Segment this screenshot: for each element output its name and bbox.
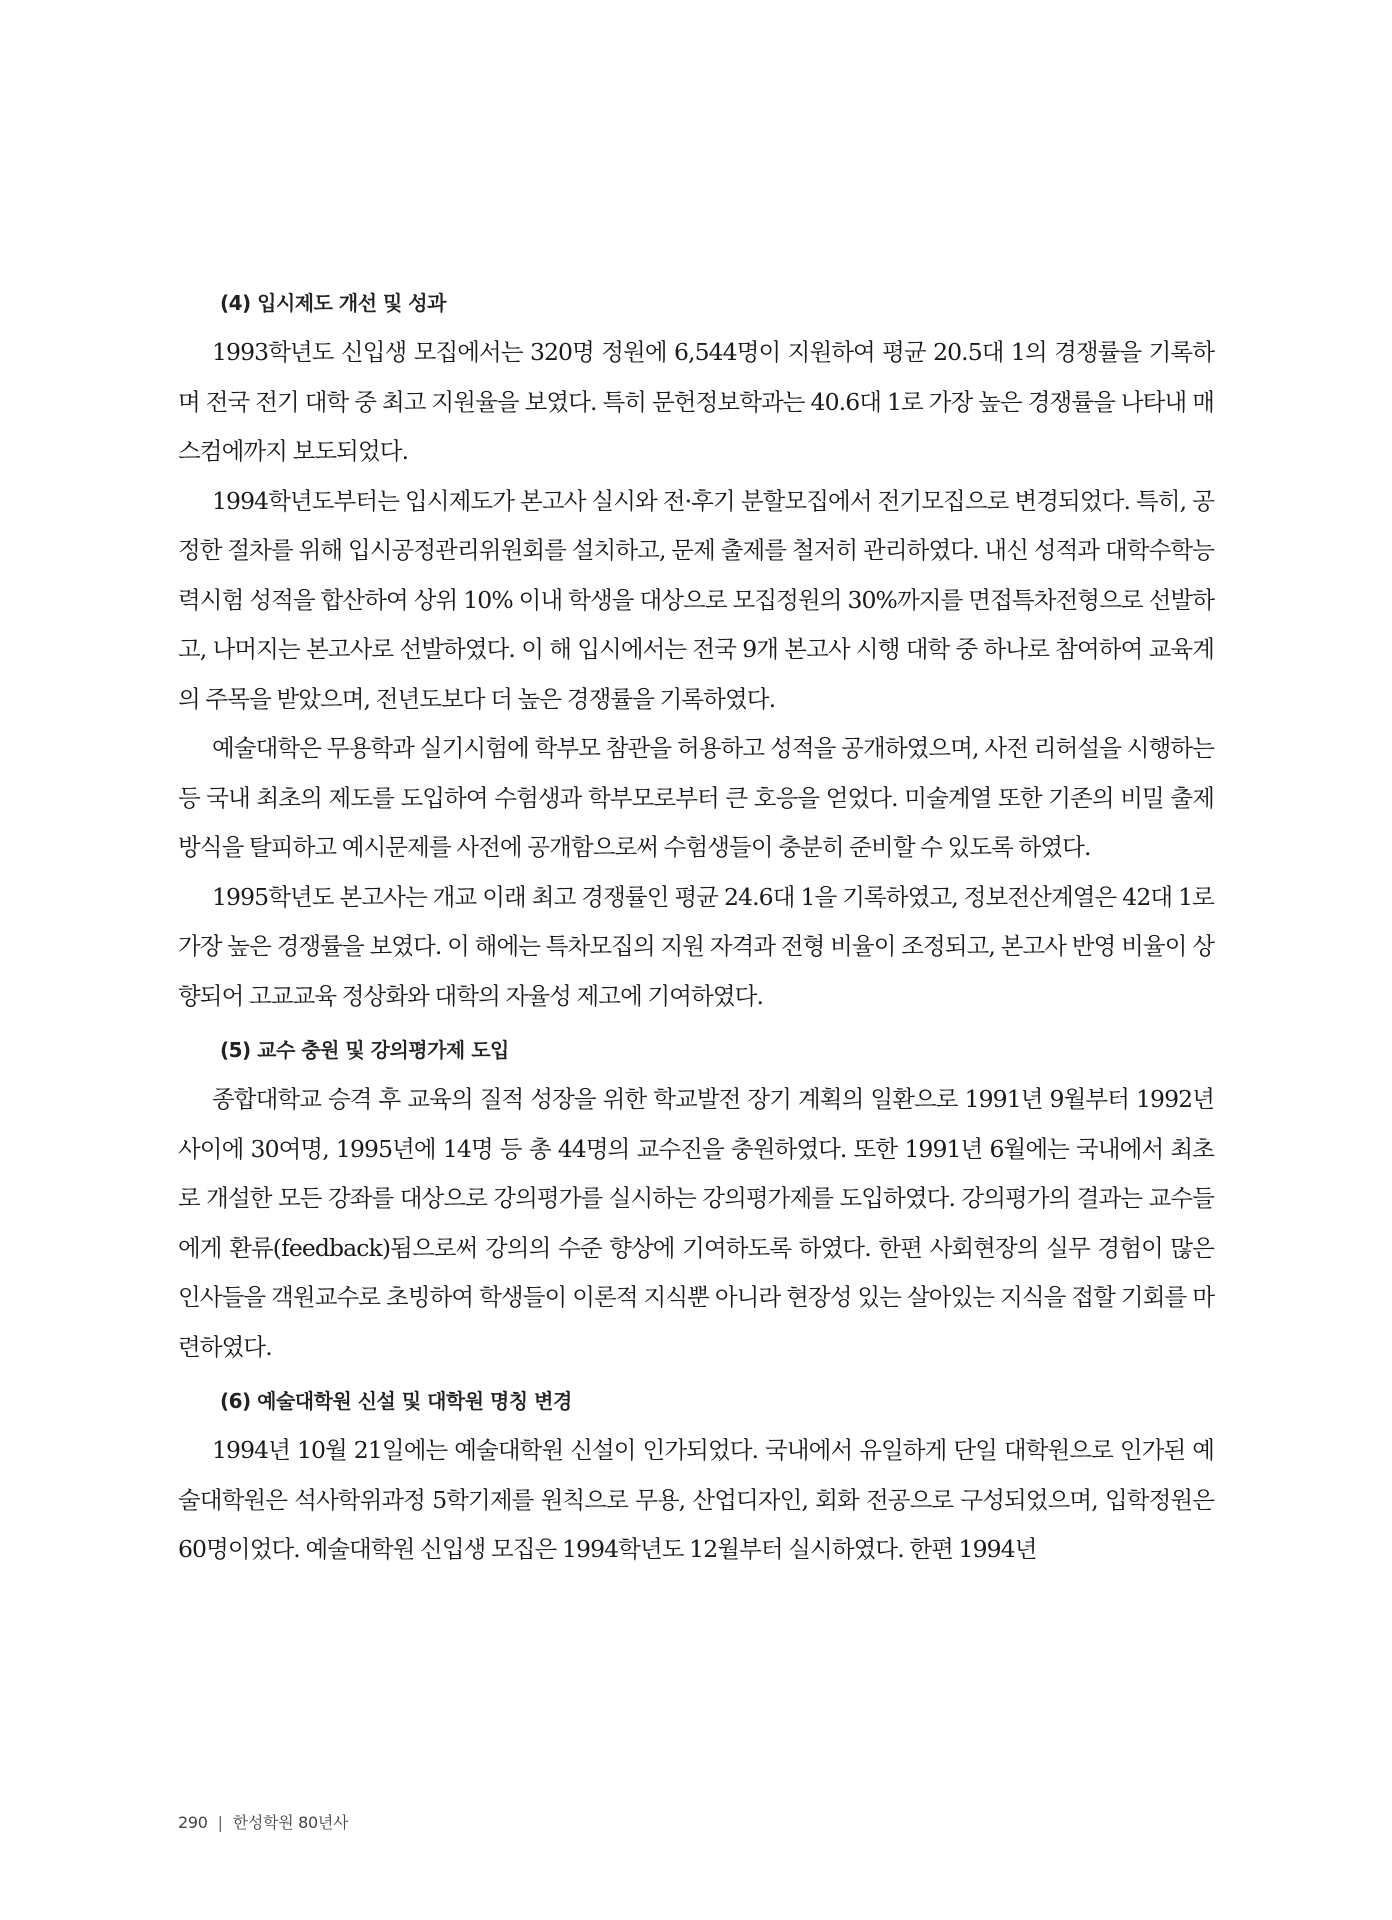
paragraph: 1993학년도 신입생 모집에서는 320명 정원에 6,544명이 지원하여 평균 20.5대 1의 경쟁률을 기록하며 전국 전기 대학 중 최고 지원율을 보였다. 특히 문헌정보학과는 40.6대 1로 가장 높은 경쟁률을 나타내 매스컴에까지 보도되었다. [178, 338, 1214, 465]
section-heading: (6) 예술대학원 신설 및 대학원 명칭 변경 [220, 1389, 572, 1413]
paragraph: 1994학년도부터는 입시제도가 본고사 실시와 전·후기 분할모집에서 전기모집으로 변경되었다. 특히, 공정한 절차를 위해 입시공정관리위원회를 설치하고, 문제 출제를 철저히 관리하였다. 내신 성적과 대학수학능력시험 성적을 합산하여 상위 10% 이내 학생을 대상으로 모집정원의 30%까지를 면접특차전형으로 선발하고, 나머지는 본고사로 선발하였다. 이 해 입시에서는 전국 9개 본고사 시행 대학 중 하나로 참여하여 교육계의 주목을 받았으며, 전년도보다 더 높은 경쟁률을 기록하였다. [178, 486, 1214, 713]
footer-separator: | [217, 1813, 223, 1832]
page-number: 290 [178, 1813, 208, 1832]
page-footer [178, 1810, 348, 1833]
paragraph: 종합대학교 승격 후 교육의 질적 성장을 위한 학교발전 장기 계획의 일환으로 1991년 9월부터 1992년 사이에 30여명, 1995년에 14명 등 총 44명의 교수진을 충원하였다. 또한 1991년 6월에는 국내에서 최초로 개설한 모든 강좌를 대상으로 강의평가를 실시하는 강의평가제를 도입하였다. 강의평가의 결과는 교수들에게 환류(feedback)됨으로써 강의의 수준 향상에 기여하도록 하였다. 한편 사회현장의 실무 경험이 많은 인사들을 객원교수로 초빙하여 학생들이 이론적 지식뿐 아니라 현장성 있는 살아있는 지식을 접할 기회를 마련하였다. [178, 1085, 1214, 1361]
section-heading: (4) 입시제도 개선 및 성과 [220, 291, 446, 315]
book-title: 한성학원 80년사 [232, 1813, 349, 1832]
section-heading: (5) 교수 충원 및 강의평가제 도입 [220, 1038, 509, 1062]
paragraph: 1995학년도 본고사는 개교 이래 최고 경쟁률인 평균 24.6대 1을 기록하였고, 정보전산계열은 42대 1로 가장 높은 경쟁률을 보였다. 이 해에는 특차모집의 지원 자격과 전형 비율이 조정되고, 본고사 반영 비율이 상향되어 고교교육 정상화와 대학의 자율성 제고에 기여하였다. [178, 882, 1214, 1010]
paragraph: 예술대학은 무용학과 실기시험에 학부모 참관을 허용하고 성적을 공개하였으며, 사전 리허설을 시행하는 등 국내 최초의 제도를 도입하여 수험생과 학부모로부터 큰 호응을 얻었다. 미술계열 또한 기존의 비밀 출제 방식을 탈피하고 예시문제를 사전에 공개함으로써 수험생들이 충분히 준비할 수 있도록 하였다. [178, 734, 1214, 861]
paragraph: 1994년 10월 21일에는 예술대학원 신설이 인가되었다. 국내에서 유일하게 단일 대학원으로 인가된 예술대학원은 석사학위과정 5학기제를 원칙으로 무용, 산업디자인, 회화 전공으로 구성되었으며, 입학정원은 60명이었다. 예술대학원 신입생 모집은 1994학년도 12월부터 실시하였다. 한편 1994년 [178, 1436, 1214, 1563]
section-graduate-school [178, 1386, 1214, 1575]
section-faculty-evaluation [178, 1035, 1214, 1372]
page-body [178, 282, 1214, 1575]
section-entrance-system [178, 288, 1214, 1021]
